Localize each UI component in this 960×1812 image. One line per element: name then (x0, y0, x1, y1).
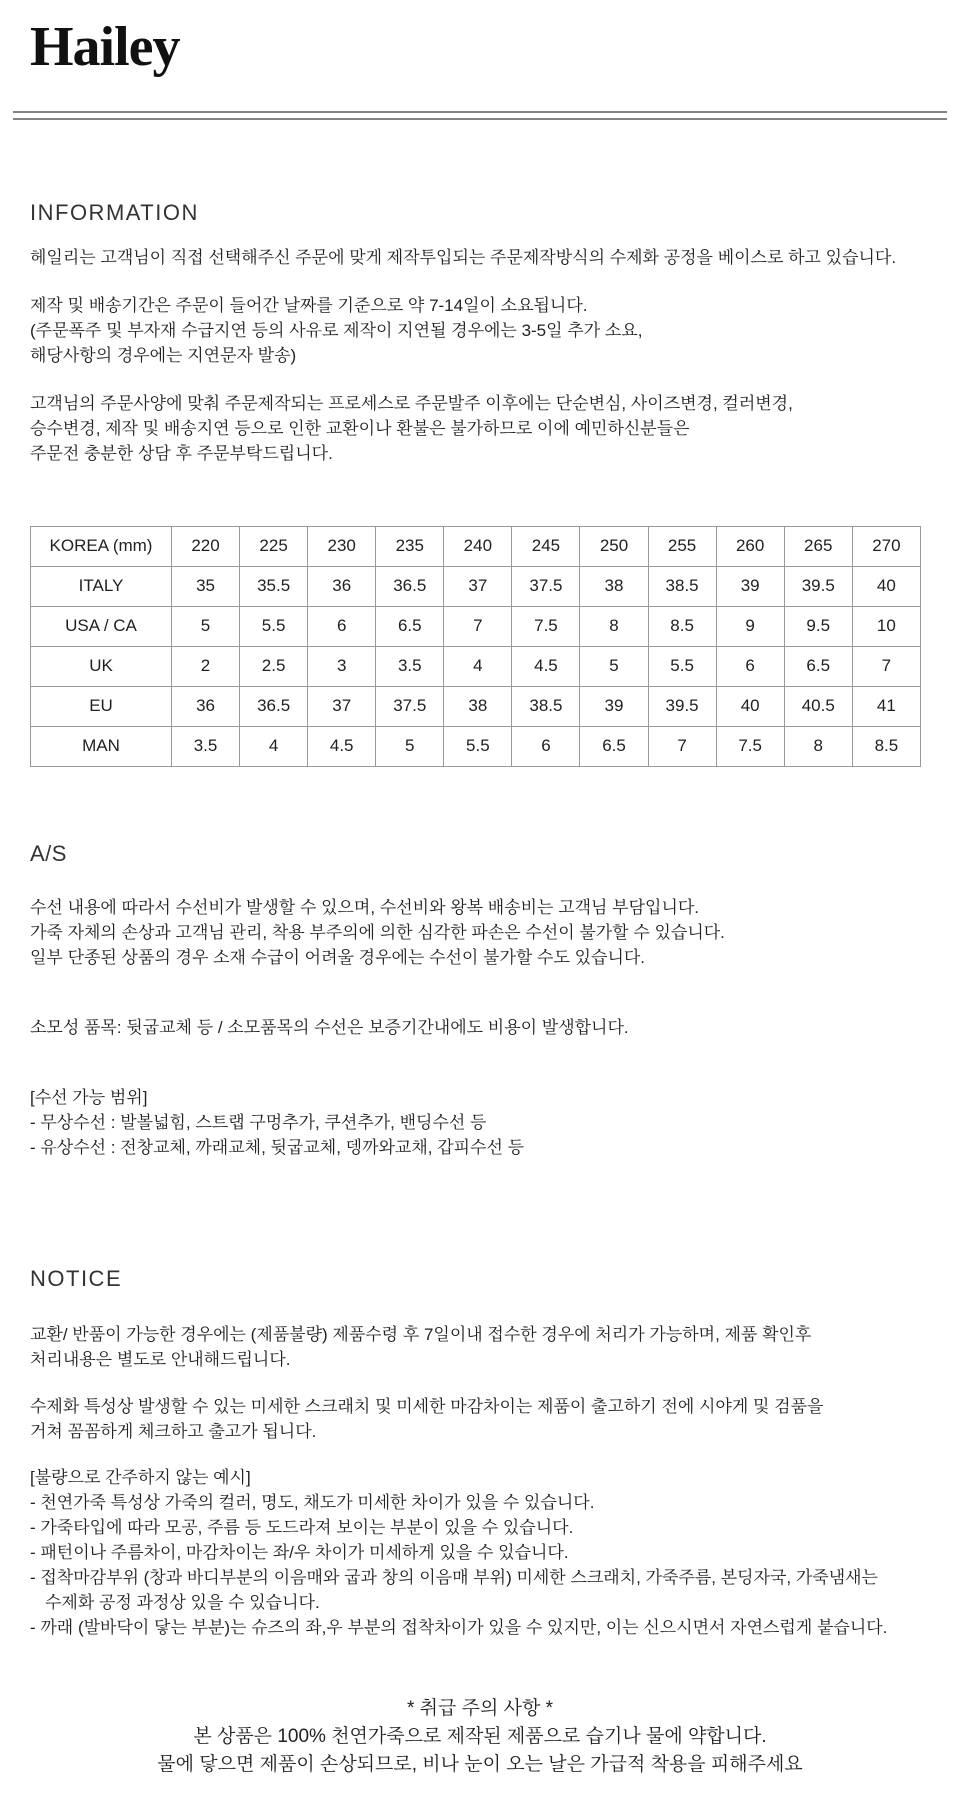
size-cell: 5 (580, 646, 648, 686)
paragraph-line: 가죽 자체의 손상과 고객님 관리, 착용 부주의에 의한 심각한 파손은 수선이 불가할 수 있습니다. (30, 922, 725, 942)
size-row-label: KOREA (mm) (31, 526, 172, 566)
paragraph-line: 수선 내용에 따라서 수선비가 발생할 수 있으며, 수선비와 왕복 배송비는 고객님 부담입니다. (30, 897, 700, 917)
size-cell: 38.5 (648, 566, 716, 606)
page-content (0, 198, 960, 1806)
information-production-paragraph (30, 293, 930, 368)
size-cell: 39.5 (784, 566, 852, 606)
size-cell: 35.5 (240, 566, 308, 606)
paragraph-line: 거쳐 꼼꼼하게 체크하고 출고가 됩니다. (30, 1421, 317, 1441)
paragraph-line: 승수변경, 제작 및 배송지연 등으로 인한 교환이나 환불은 불가하므로 이에 예민하신분들은 (30, 418, 690, 438)
size-cell: 5.5 (444, 726, 512, 766)
size-cell: 5.5 (240, 606, 308, 646)
footer-line: 본 상품은 100% 천연가죽으로 제작된 제품으로 습기나 물에 약합니다. (193, 1725, 767, 1747)
size-cell: 3.5 (376, 646, 444, 686)
notice-exchange-paragraph (30, 1322, 930, 1372)
paragraph-line: 일부 단종된 상품의 경우 소재 수급이 어려울 경우에는 수선이 불가할 수도 있습니다. (30, 947, 646, 967)
size-cell: 225 (240, 526, 308, 566)
as-repair-paragraph (30, 895, 930, 970)
size-row-label: UK (31, 646, 172, 686)
footer-line: * 취급 주의 사항 * (406, 1697, 554, 1719)
size-cell: 7.5 (716, 726, 784, 766)
paragraph-line: 교환/ 반품이 가능한 경우에는 (제품불량) 제품수령 후 7일이내 접수한 경우에 처리가 가능하며, 제품 확인후 (30, 1324, 812, 1344)
size-row-man (31, 726, 921, 766)
size-cell: 8 (580, 606, 648, 646)
paragraph-line: (주문폭주 및 부자재 수급지연 등의 사유로 제작이 지연될 경우에는 3-5일 추가 소요, (30, 320, 643, 340)
size-cell: 5 (172, 606, 240, 646)
notice-inspection-paragraph (30, 1394, 930, 1444)
paragraph-line: - 까래 (발바닥이 닿는 부분)는 슈즈의 좌,우 부분의 접착차이가 있을 수 있지만, 이는 신으시면서 자연스럽게 붙습니다. (30, 1617, 888, 1637)
paragraph-line: [불량으로 간주하지 않는 예시] (30, 1467, 251, 1487)
notice-heading: NOTICE (30, 1265, 123, 1291)
size-cell: 8.5 (852, 726, 920, 766)
paragraph-line: - 무상수선 : 발볼넓힘, 스트랩 구멍추가, 쿠션추가, 밴딩수선 등 (30, 1112, 487, 1132)
size-cell: 265 (784, 526, 852, 566)
size-row-label: USA / CA (31, 606, 172, 646)
size-cell: 3 (308, 646, 376, 686)
as-repair-scope-paragraph (30, 1085, 930, 1160)
size-cell: 35 (172, 566, 240, 606)
size-cell: 41 (852, 686, 920, 726)
size-cell: 7 (444, 606, 512, 646)
size-cell: 2.5 (240, 646, 308, 686)
size-cell: 7.5 (512, 606, 580, 646)
size-cell: 220 (172, 526, 240, 566)
as-consumables-paragraph (30, 1015, 930, 1040)
size-cell: 6 (716, 646, 784, 686)
size-row-label: EU (31, 686, 172, 726)
size-cell: 4 (444, 646, 512, 686)
size-cell: 6.5 (784, 646, 852, 686)
size-cell: 36 (308, 566, 376, 606)
size-cell: 2 (172, 646, 240, 686)
information-heading: INFORMATION (30, 199, 199, 225)
size-cell: 255 (648, 526, 716, 566)
paragraph-line: - 유상수선 : 전창교체, 까래교체, 뒷굽교체, 뎅까와교채, 갑피수선 등 (30, 1137, 525, 1157)
size-row-italy (31, 566, 921, 606)
size-cell: 40.5 (784, 686, 852, 726)
size-cell: 38 (444, 686, 512, 726)
size-row-eu (31, 686, 921, 726)
paragraph-line: 주문전 충분한 상담 후 주문부탁드립니다. (30, 443, 333, 463)
size-cell: 38 (580, 566, 648, 606)
size-cell: 6 (308, 606, 376, 646)
size-cell: 4.5 (512, 646, 580, 686)
paragraph-line: - 패턴이나 주름차이, 마감차이는 좌/우 차이가 미세하게 있을 수 있습니다. (30, 1542, 569, 1562)
size-cell: 10 (852, 606, 920, 646)
size-cell: 37.5 (512, 566, 580, 606)
size-cell: 8.5 (648, 606, 716, 646)
paragraph-line: 해당사항의 경우에는 지연문자 발송) (30, 345, 297, 365)
size-cell: 36.5 (376, 566, 444, 606)
size-cell: 40 (716, 686, 784, 726)
size-conversion-table (30, 526, 921, 767)
size-cell: 39.5 (648, 686, 716, 726)
paragraph-line: 헤일리는 고객님이 직접 선택해주신 주문에 맞게 제작투입되는 주문제작방식의 수제화 공정을 베이스로 하고 있습니다. (30, 247, 897, 267)
information-intro-paragraph (30, 245, 930, 270)
size-row-korea (31, 526, 921, 566)
size-cell: 7 (648, 726, 716, 766)
paragraph-line: 제작 및 배송기간은 주문이 들어간 날짜를 기준으로 약 7-14일이 소요됩니다. (30, 295, 588, 315)
paragraph-line: 소모성 품목: 뒷굽교체 등 / 소모품목의 수선은 보증기간내에도 비용이 발생합니다. (30, 1017, 629, 1037)
paragraph-line: 처리내용은 별도로 안내해드립니다. (30, 1349, 291, 1369)
header-divider (13, 111, 947, 120)
size-cell: 5 (376, 726, 444, 766)
size-row-label: ITALY (31, 566, 172, 606)
size-cell: 9.5 (784, 606, 852, 646)
size-cell: 4.5 (308, 726, 376, 766)
care-warning-footer (30, 1695, 930, 1806)
size-cell: 37.5 (376, 686, 444, 726)
size-cell: 245 (512, 526, 580, 566)
notice-not-defect-list (30, 1465, 930, 1640)
size-cell: 9 (716, 606, 784, 646)
footer-line: 물에 닿으면 제품이 손상되므로, 비나 눈이 오는 날은 가급적 착용을 피해주세요 (157, 1753, 803, 1775)
size-row-uk (31, 646, 921, 686)
size-row-usa-ca (31, 606, 921, 646)
size-cell: 6 (512, 726, 580, 766)
size-cell: 260 (716, 526, 784, 566)
size-cell: 37 (308, 686, 376, 726)
paragraph-line: - 가죽타입에 따라 모공, 주름 등 도드라져 보이는 부분이 있을 수 있습니다. (30, 1517, 574, 1537)
size-cell: 39 (580, 686, 648, 726)
size-cell: 37 (444, 566, 512, 606)
size-cell: 39 (716, 566, 784, 606)
size-cell: 270 (852, 526, 920, 566)
brand-logo: Hailey (30, 16, 180, 78)
size-cell: 40 (852, 566, 920, 606)
paragraph-line: - 천연가죽 특성상 가죽의 컬러, 명도, 채도가 미세한 차이가 있을 수 있습니다. (30, 1492, 595, 1512)
size-cell: 230 (308, 526, 376, 566)
size-cell: 36.5 (240, 686, 308, 726)
size-cell: 4 (240, 726, 308, 766)
paragraph-line: 수제화 공정 과정상 있을 수 있습니다. (45, 1592, 320, 1612)
size-cell: 38.5 (512, 686, 580, 726)
size-cell: 8 (784, 726, 852, 766)
product-info-page (0, 0, 960, 79)
size-cell: 250 (580, 526, 648, 566)
size-cell: 6.5 (580, 726, 648, 766)
paragraph-line: - 접착마감부위 (창과 바디부분의 이음매와 굽과 창의 이음매 부위) 미세한 스크래치, 가죽주름, 본딩자국, 가죽냄새는 (30, 1567, 878, 1587)
paragraph-line: 고객님의 주문사양에 맞춰 주문제작되는 프로세스로 주문발주 이후에는 단순변심, 사이즈변경, 컬러변경, (30, 393, 793, 413)
size-cell: 7 (852, 646, 920, 686)
information-policy-paragraph (30, 391, 930, 466)
size-cell: 5.5 (648, 646, 716, 686)
size-cell: 3.5 (172, 726, 240, 766)
paragraph-line: [수선 가능 범위] (30, 1087, 148, 1107)
size-row-label: MAN (31, 726, 172, 766)
size-cell: 36 (172, 686, 240, 726)
as-heading: A/S (30, 840, 67, 866)
paragraph-line: 수제화 특성상 발생할 수 있는 미세한 스크래치 및 미세한 마감차이는 제품이 출고하기 전에 시야게 및 검품을 (30, 1396, 824, 1416)
size-cell: 6.5 (376, 606, 444, 646)
size-cell: 240 (444, 526, 512, 566)
size-cell: 235 (376, 526, 444, 566)
